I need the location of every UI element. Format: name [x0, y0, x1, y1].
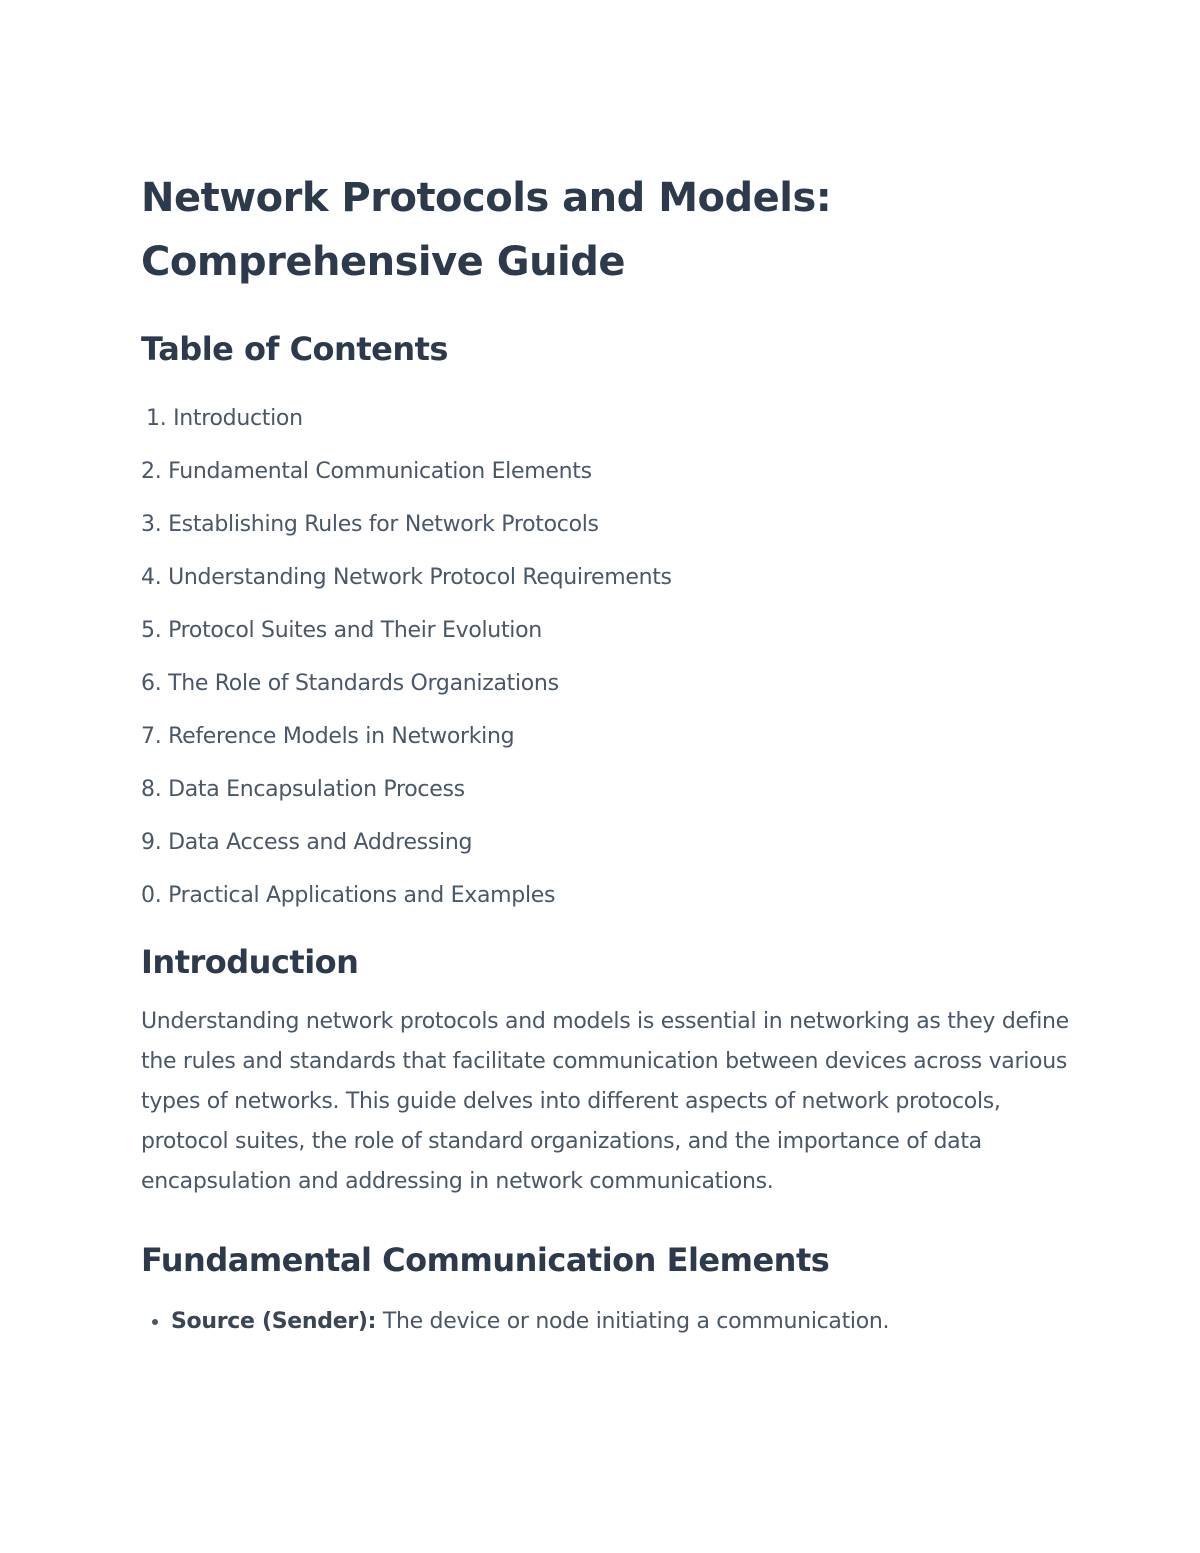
- toc-heading: Table of Contents: [141, 330, 448, 368]
- toc-item[interactable]: 6. The Role of Standards Organizations: [141, 671, 559, 696]
- toc-item[interactable]: 9. Data Access and Addressing: [141, 830, 473, 855]
- title-line-1: Network Protocols and Models:: [141, 175, 832, 221]
- toc-item[interactable]: 8. Data Encapsulation Process: [141, 777, 465, 802]
- document-title: [141, 166, 1071, 294]
- toc-item[interactable]: 7. Reference Models in Networking: [141, 724, 515, 749]
- bullet-text: The device or node initiating a communication.: [376, 1309, 890, 1334]
- list-item: [171, 1302, 1071, 1342]
- introduction-heading: Introduction: [141, 943, 359, 981]
- introduction-paragraph: Understanding network protocols and models is essential in networking as they define the rules and standards that facilitate communication between devices across various types of networks. This guide delves into different aspects of network protocols, protocol suites, the role of standard organizations, and the importance of data encapsulation and addressing in network communications.: [141, 1009, 1069, 1194]
- fundamentals-heading: Fundamental Communication Elements: [141, 1241, 830, 1279]
- fundamentals-list: [141, 1302, 1071, 1342]
- toc-list: [141, 392, 1071, 922]
- toc-item[interactable]: 5. Protocol Suites and Their Evolution: [141, 618, 542, 643]
- toc-item[interactable]: 1. Introduction: [146, 406, 303, 431]
- toc-item[interactable]: 0. Practical Applications and Examples: [141, 883, 556, 908]
- bullet-term: Source (Sender):: [171, 1309, 377, 1334]
- toc-item[interactable]: 2. Fundamental Communication Elements: [141, 459, 592, 484]
- document-page: [141, 166, 1071, 1342]
- toc-item[interactable]: 4. Understanding Network Protocol Requirements: [141, 565, 672, 590]
- title-line-2: Comprehensive Guide: [141, 239, 626, 285]
- toc-item[interactable]: 3. Establishing Rules for Network Protocols: [141, 512, 599, 537]
